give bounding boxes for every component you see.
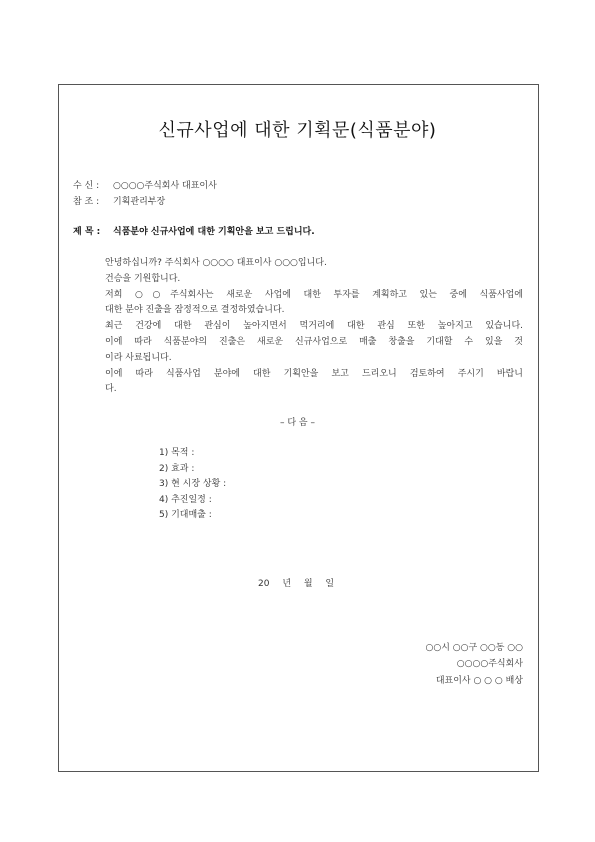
body-line: 저희 ○○주식회사는 새로운 사업에 대한 투자를 계획하고 있는 중에 식품사업에 <box>105 289 523 300</box>
cc-line <box>73 194 165 207</box>
sender-address: ○○시 ○○구 ○○동 ○○ <box>425 643 523 653</box>
body-line: 이에 따라 식품분야의 진출은 새로운 신규사업으로 매출 창출을 기대할 수 있을 것 <box>105 336 523 347</box>
recipient-line <box>73 178 217 191</box>
item-list <box>159 446 226 524</box>
date-line: 20 년 월 일 <box>258 579 335 589</box>
body-line: 대한 분야 진출을 잠정적으로 결정하였습니다. <box>105 305 285 316</box>
cc-label: 참 조 : <box>73 197 100 207</box>
document-title: 신규사업에 대한 기획문(식품분야) <box>158 120 437 141</box>
recipient-label: 수 신 : <box>73 181 100 191</box>
body-line: 이에 따라 식품사업 분야에 대한 기획안을 보고 드리오니 검토하여 주시기 바랍니 <box>105 368 523 379</box>
body-line: 최근 건강에 대한 관심이 높아지면서 먹거리에 대한 관심 또한 높아지고 있습니다. <box>105 321 523 332</box>
list-item: 3) 현 시장 상황 : <box>159 479 227 489</box>
list-item: 5) 기대매출 : <box>159 510 212 520</box>
sender-ceo: 대표이사 ○ ○ ○ 배상 <box>435 676 523 686</box>
list-item: 1) 목적 : <box>159 448 195 458</box>
subject-line <box>73 224 315 237</box>
subject-value: 식품분야 신규사업에 대한 기획안을 보고 드립니다. <box>113 227 315 237</box>
body-line: 건승을 기원합니다. <box>105 273 181 284</box>
document-body <box>105 256 523 398</box>
subject-label: 제 목 : <box>73 227 101 237</box>
body-line: 다. <box>105 384 117 395</box>
center-label: – 다 음 – <box>280 418 315 428</box>
recipient-value: ○○○○주식회사 대표이사 <box>113 181 217 191</box>
body-line: 이라 사료됩니다. <box>105 352 172 363</box>
list-item: 2) 효과 : <box>159 463 195 474</box>
cc-value: 기획관리부장 <box>113 197 166 207</box>
list-item: 4) 추진일정 : <box>159 494 212 505</box>
body-line: 안녕하십니까? 주식회사 ○○○○ 대표이사 ○○○입니다. <box>105 258 327 268</box>
sender-company: ○○○○주식회사 <box>456 659 523 669</box>
